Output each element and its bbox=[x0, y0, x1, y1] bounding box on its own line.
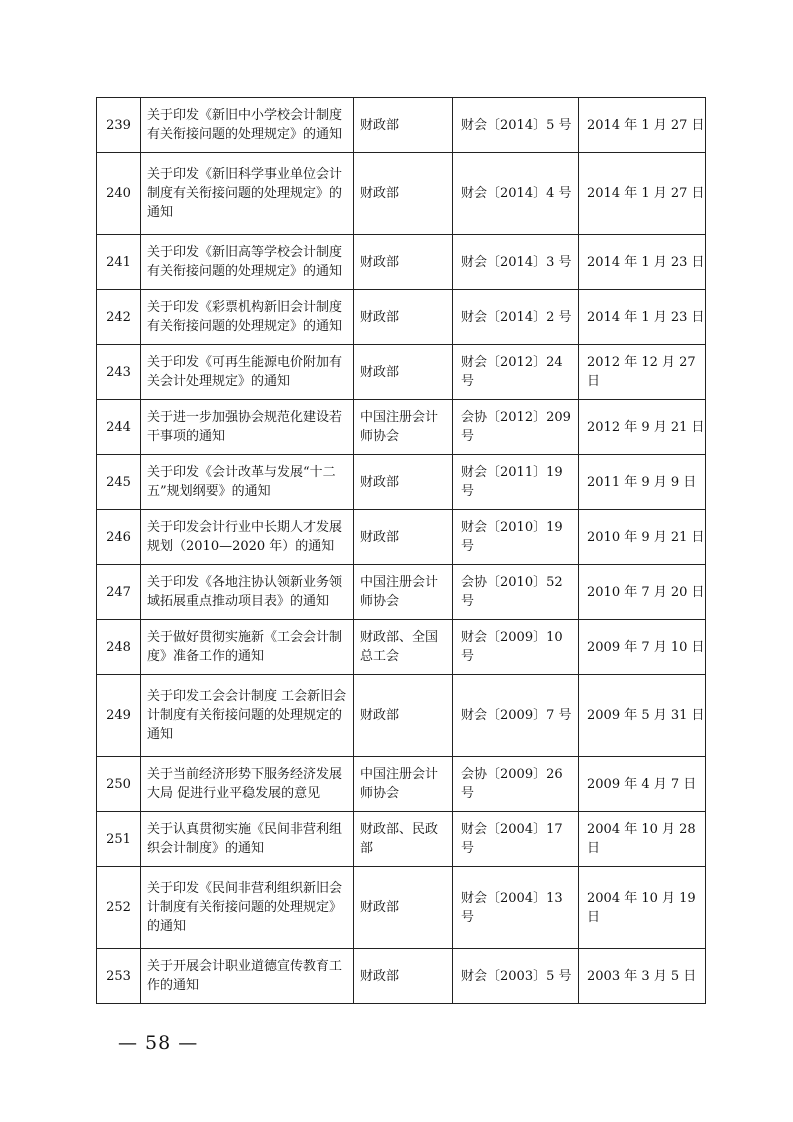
row-number: 239 bbox=[97, 98, 141, 153]
table-row bbox=[97, 620, 706, 675]
issue-date: 2009 年 5 月 31 日 bbox=[579, 675, 706, 757]
issuing-agency: 财政部 bbox=[354, 345, 453, 400]
row-number: 243 bbox=[97, 345, 141, 400]
issue-date: 2014 年 1 月 27 日 bbox=[579, 153, 706, 235]
table-row bbox=[97, 565, 706, 620]
document-number: 财会〔2014〕4 号 bbox=[453, 153, 579, 235]
row-number: 252 bbox=[97, 867, 141, 949]
document-number: 会协〔2009〕26 号 bbox=[453, 757, 579, 812]
document-title: 关于认真贯彻实施《民间非营利组织会计制度》的通知 bbox=[141, 812, 354, 867]
table-body bbox=[97, 98, 706, 1004]
document-number: 财会〔2003〕5 号 bbox=[453, 949, 579, 1004]
table-row bbox=[97, 812, 706, 867]
issuing-agency: 中国注册会计师协会 bbox=[354, 757, 453, 812]
row-number: 248 bbox=[97, 620, 141, 675]
document-title: 关于开展会计职业道德宣传教育工作的通知 bbox=[141, 949, 354, 1004]
document-number: 财会〔2004〕13 号 bbox=[453, 867, 579, 949]
issue-date: 2012 年 12 月 27 日 bbox=[579, 345, 706, 400]
document-title: 关于印发《新旧科学事业单位会计制度有关衔接问题的处理规定》的通知 bbox=[141, 153, 354, 235]
issuing-agency: 中国注册会计师协会 bbox=[354, 400, 453, 455]
issue-date: 2004 年 10 月 19 日 bbox=[579, 867, 706, 949]
issuing-agency: 中国注册会计师协会 bbox=[354, 565, 453, 620]
issue-date: 2014 年 1 月 23 日 bbox=[579, 235, 706, 290]
table-row bbox=[97, 400, 706, 455]
document-number: 财会〔2009〕7 号 bbox=[453, 675, 579, 757]
row-number: 245 bbox=[97, 455, 141, 510]
issuing-agency: 财政部 bbox=[354, 949, 453, 1004]
document-number: 会协〔2012〕209 号 bbox=[453, 400, 579, 455]
document-title: 关于印发《会计改革与发展“十二五”规划纲要》的通知 bbox=[141, 455, 354, 510]
row-number: 251 bbox=[97, 812, 141, 867]
issue-date: 2014 年 1 月 27 日 bbox=[579, 98, 706, 153]
document-title: 关于印发《各地注协认领新业务领域拓展重点推动项目表》的通知 bbox=[141, 565, 354, 620]
document-number: 财会〔2014〕2 号 bbox=[453, 290, 579, 345]
document-title: 关于印发《民间非营利组织新旧会计制度有关衔接问题的处理规定》的通知 bbox=[141, 867, 354, 949]
row-number: 253 bbox=[97, 949, 141, 1004]
document-number: 财会〔2012〕24 号 bbox=[453, 345, 579, 400]
table-row bbox=[97, 510, 706, 565]
issuing-agency: 财政部 bbox=[354, 867, 453, 949]
table-row bbox=[97, 949, 706, 1004]
document-number: 财会〔2014〕5 号 bbox=[453, 98, 579, 153]
table-row bbox=[97, 675, 706, 757]
table-row bbox=[97, 153, 706, 235]
table-row bbox=[97, 290, 706, 345]
issue-date: 2010 年 7 月 20 日 bbox=[579, 565, 706, 620]
page-number: — 58 — bbox=[118, 1032, 199, 1054]
issuing-agency: 财政部、民政部 bbox=[354, 812, 453, 867]
row-number: 244 bbox=[97, 400, 141, 455]
row-number: 246 bbox=[97, 510, 141, 565]
table-row bbox=[97, 98, 706, 153]
row-number: 240 bbox=[97, 153, 141, 235]
document-title: 关于做好贯彻实施新《工会会计制度》准备工作的通知 bbox=[141, 620, 354, 675]
document-title: 关于印发《彩票机构新旧会计制度有关衔接问题的处理规定》的通知 bbox=[141, 290, 354, 345]
document-title: 关于印发《可再生能源电价附加有关会计处理规定》的通知 bbox=[141, 345, 354, 400]
issuing-agency: 财政部 bbox=[354, 235, 453, 290]
document-number: 财会〔2011〕19 号 bbox=[453, 455, 579, 510]
document-title: 关于印发《新旧中小学校会计制度有关衔接问题的处理规定》的通知 bbox=[141, 98, 354, 153]
issuing-agency: 财政部、全国总工会 bbox=[354, 620, 453, 675]
document-number: 会协〔2010〕52 号 bbox=[453, 565, 579, 620]
table-row bbox=[97, 757, 706, 812]
table-row bbox=[97, 345, 706, 400]
row-number: 241 bbox=[97, 235, 141, 290]
row-number: 247 bbox=[97, 565, 141, 620]
document-title: 关于印发会计行业中长期人才发展规划（2010—2020 年）的通知 bbox=[141, 510, 354, 565]
issuing-agency: 财政部 bbox=[354, 455, 453, 510]
document-number: 财会〔2004〕17 号 bbox=[453, 812, 579, 867]
issue-date: 2012 年 9 月 21 日 bbox=[579, 400, 706, 455]
issue-date: 2014 年 1 月 23 日 bbox=[579, 290, 706, 345]
table-row bbox=[97, 455, 706, 510]
issue-date: 2011 年 9 月 9 日 bbox=[579, 455, 706, 510]
document-number: 财会〔2010〕19 号 bbox=[453, 510, 579, 565]
regulation-table bbox=[96, 97, 706, 1004]
issue-date: 2009 年 7 月 10 日 bbox=[579, 620, 706, 675]
document-number: 财会〔2014〕3 号 bbox=[453, 235, 579, 290]
document-title: 关于当前经济形势下服务经济发展大局 促进行业平稳发展的意见 bbox=[141, 757, 354, 812]
issuing-agency: 财政部 bbox=[354, 290, 453, 345]
table-row bbox=[97, 235, 706, 290]
document-title: 关于进一步加强协会规范化建设若干事项的通知 bbox=[141, 400, 354, 455]
table-row bbox=[97, 867, 706, 949]
issue-date: 2003 年 3 月 5 日 bbox=[579, 949, 706, 1004]
document-number: 财会〔2009〕10 号 bbox=[453, 620, 579, 675]
document-title: 关于印发工会会计制度 工会新旧会计制度有关衔接问题的处理规定的通知 bbox=[141, 675, 354, 757]
issuing-agency: 财政部 bbox=[354, 510, 453, 565]
row-number: 249 bbox=[97, 675, 141, 757]
document-title: 关于印发《新旧高等学校会计制度有关衔接问题的处理规定》的通知 bbox=[141, 235, 354, 290]
issue-date: 2010 年 9 月 21 日 bbox=[579, 510, 706, 565]
issuing-agency: 财政部 bbox=[354, 675, 453, 757]
issue-date: 2009 年 4 月 7 日 bbox=[579, 757, 706, 812]
row-number: 242 bbox=[97, 290, 141, 345]
issuing-agency: 财政部 bbox=[354, 98, 453, 153]
issue-date: 2004 年 10 月 28 日 bbox=[579, 812, 706, 867]
issuing-agency: 财政部 bbox=[354, 153, 453, 235]
row-number: 250 bbox=[97, 757, 141, 812]
